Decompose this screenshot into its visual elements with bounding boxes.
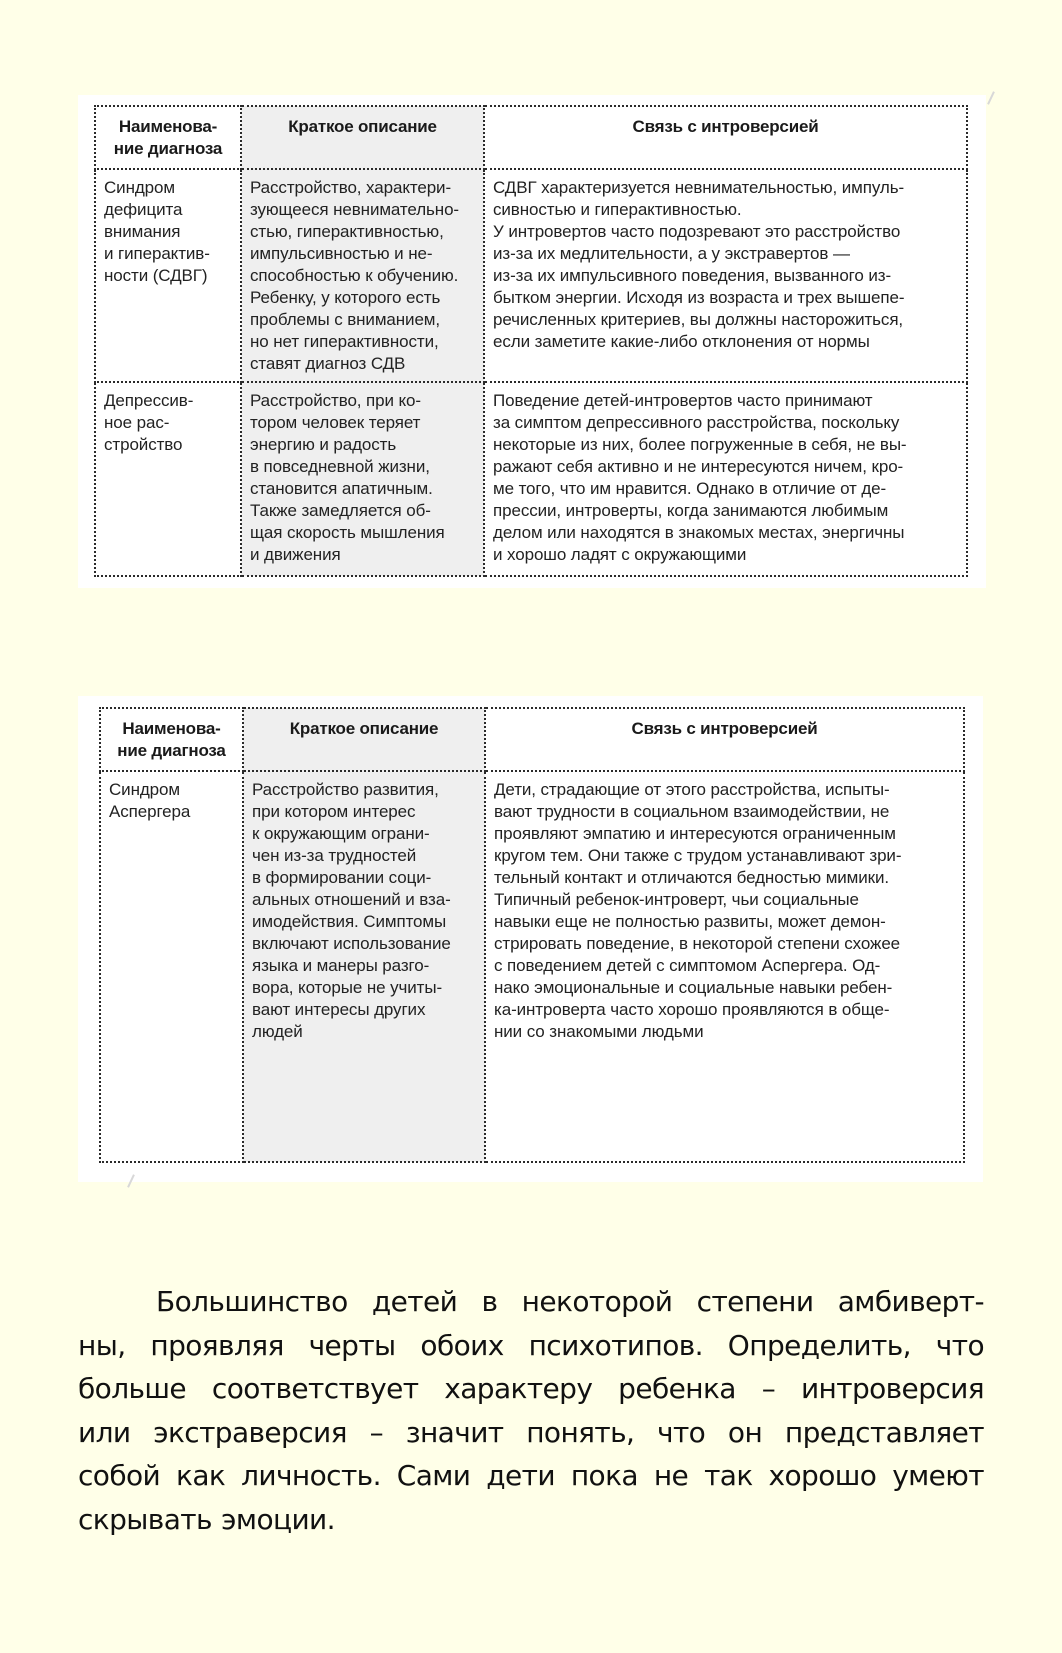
cell-text-line: Синдром	[109, 780, 180, 799]
cell-introversion-relation	[485, 771, 964, 1162]
cell-text-line: вают трудности в социальном взаимодействии, не	[494, 802, 890, 821]
cell-text-line: Аспергера	[109, 802, 191, 821]
table-header-row	[95, 106, 967, 169]
cell-text-line: и хорошо ладят с окружающими	[493, 545, 747, 564]
cell-text-line: Краткое описание	[288, 117, 437, 136]
table-row	[95, 382, 967, 576]
table-panel-2	[78, 696, 983, 1182]
header-short-description	[243, 708, 485, 771]
cell-text-line: бытком энергии. Исходя из возраста и трех вышепе-	[493, 288, 905, 307]
cell-text-line: к окружающим ограни-	[252, 824, 430, 843]
cell-diagnosis-name	[100, 771, 243, 1162]
cell-text-line: но нет гиперактивности,	[250, 332, 439, 351]
cell-text-line: вора, которые не учиты-	[252, 978, 443, 997]
cell-text-line: СДВГ характеризуется невнимательностью, импуль-	[493, 178, 905, 197]
cell-text-line: ности (СДВГ)	[104, 266, 208, 285]
paragraph-line: скрывать эмоции.	[78, 1502, 335, 1536]
scan-artifact	[987, 91, 995, 105]
cell-text-line: языка и манеры разго-	[252, 956, 430, 975]
cell-text-line: прессии, интроверты, когда занимаются любимым	[493, 501, 889, 520]
cell-text-line: в повседневной жизни,	[250, 457, 430, 476]
cell-introversion-relation	[484, 382, 967, 576]
cell-text-line: и гиперактив-	[104, 244, 210, 263]
cell-text-line: тельный контакт и отличаются бедностью мимики.	[494, 868, 890, 887]
diagnosis-table-2	[99, 707, 965, 1163]
cell-text-line: включают использование	[252, 934, 451, 953]
cell-text-line: стью, гиперактивностью,	[250, 222, 444, 241]
cell-text-line: при котором интерес	[252, 802, 416, 821]
cell-text-line: дефицита	[104, 200, 183, 219]
cell-text-line: вают интересы других	[252, 1000, 426, 1019]
header-introversion-relation	[485, 708, 964, 771]
paragraph-line: ны, проявляя черты обоих психотипов. Определить, что	[78, 1328, 984, 1362]
cell-diagnosis-name	[95, 169, 241, 382]
cell-text-line: Наименова-	[118, 117, 218, 136]
cell-text-line: внимания	[104, 222, 181, 241]
cell-text-line: Также замедляется об-	[250, 501, 431, 520]
table-panel-1	[78, 95, 986, 588]
header-diagnosis-name	[100, 708, 243, 771]
cell-text-line: становится апатичным.	[250, 479, 433, 498]
cell-text-line: чен из-за трудностей	[252, 846, 417, 865]
header-diagnosis-name	[95, 106, 241, 169]
cell-text-line: ражают себя активно и не интересуются ничем, кро-	[493, 457, 904, 476]
cell-text-line: Расстройство развития,	[252, 780, 439, 799]
cell-diagnosis-name	[95, 382, 241, 576]
paragraph-line: или экстраверсия – значит понять, что он представляет	[78, 1415, 984, 1449]
cell-text-line: зующееся невнимательно-	[250, 200, 459, 219]
cell-text-line: из-за их медлительности, а у экстравертов —	[493, 244, 850, 263]
paragraph-line: больше соответствует характеру ребенка – интроверсия	[78, 1372, 984, 1405]
cell-text-line: если заметите какие-либо отклонения от нормы	[493, 332, 870, 351]
cell-text-line: Ребенку, у которого есть	[250, 288, 441, 307]
cell-text-line: делом или находятся в знакомых местах, энергичны	[493, 523, 905, 542]
cell-description	[241, 169, 484, 382]
cell-text-line: за симптом депрессивного расстройства, поскольку	[493, 413, 900, 432]
header-short-description	[241, 106, 484, 169]
cell-text-line: Связь с интроверсией	[632, 117, 819, 136]
cell-text-line: ка-интроверта часто хорошо проявляются в обще-	[494, 1000, 890, 1019]
cell-text-line: Типичный ребенок-интроверт, чьи социальные	[494, 890, 859, 909]
cell-text-line: проявляют эмпатию и интересуются ограниченным	[494, 824, 896, 843]
cell-text-line: ние диагноза	[117, 741, 226, 760]
cell-text-line: щая скорость мышления	[250, 523, 445, 542]
cell-text-line: проблемы с вниманием,	[250, 310, 441, 329]
cell-text-line: альных отношений и вза-	[252, 890, 451, 909]
table-header-row	[100, 708, 964, 771]
diagnosis-table-1	[94, 105, 968, 577]
cell-text-line: Расстройство, характери-	[250, 178, 452, 197]
cell-text-line: У интровертов часто подозревают это расстройство	[493, 222, 901, 241]
cell-text-line: навыки еще не полностью развиты, может демон-	[494, 912, 886, 931]
cell-text-line: Краткое описание	[289, 719, 439, 738]
cell-text-line: Депрессив-	[104, 391, 194, 410]
cell-text-line: людей	[252, 1022, 303, 1041]
cell-text-line: кругом тем. Они также с трудом устанавливают зри-	[494, 846, 902, 865]
cell-text-line: Связь с интроверсией	[631, 719, 818, 738]
cell-text-line: Синдром	[104, 178, 175, 197]
cell-text-line: способностью к обучению.	[250, 266, 459, 285]
cell-text-line: нако эмоциональные и социальные навыки ребен-	[494, 978, 893, 997]
cell-description	[241, 382, 484, 576]
cell-text-line: энергию и радость	[250, 435, 397, 454]
cell-text-line: Дети, страдающие от этого расстройства, испыты-	[494, 780, 890, 799]
header-introversion-relation	[484, 106, 967, 169]
cell-description	[243, 771, 485, 1162]
cell-text-line: ние диагноза	[113, 139, 223, 158]
cell-text-line: тором человек теряет	[250, 413, 421, 432]
cell-text-line: ставят диагноз СДВ	[250, 354, 406, 373]
cell-text-line: Расстройство, при ко-	[250, 391, 421, 410]
table-row	[100, 771, 964, 1162]
cell-text-line: стройство	[104, 435, 183, 454]
cell-text-line: с поведением детей с симптомом Аспергера. Од-	[494, 956, 881, 975]
cell-text-line: ме того, что им нравится. Однако в отличие от де-	[493, 479, 887, 498]
cell-text-line: некоторые из них, более погруженные в себя, не вы-	[493, 435, 907, 454]
scan-artifact	[127, 1174, 135, 1188]
cell-text-line: в формировании соци-	[252, 868, 432, 887]
cell-text-line: сивностью и гиперактивностью.	[493, 200, 742, 219]
cell-text-line: и движения	[250, 545, 341, 564]
body-paragraph	[78, 1280, 984, 1541]
cell-text-line: ное рас-	[104, 413, 170, 432]
cell-text-line: нии со знакомыми людьми	[494, 1022, 704, 1041]
cell-text-line: речисленных критериев, вы должны насторожиться,	[493, 310, 904, 329]
paragraph-line: собой как личность. Сами дети пока не так хорошо умеют	[78, 1459, 984, 1492]
cell-introversion-relation	[484, 169, 967, 382]
cell-text-line: Поведение детей-интровертов часто принимают	[493, 391, 873, 410]
cell-text-line: Наименова-	[122, 719, 221, 738]
cell-text-line: имодействия. Симптомы	[252, 912, 447, 931]
cell-text-line: из-за их импульсивного поведения, вызванного из-	[493, 266, 892, 285]
cell-text-line: стрировать поведение, в некоторой степени схожее	[494, 934, 901, 953]
table-row	[95, 169, 967, 382]
paragraph-line: Большинство детей в некоторой степени амбиверт-	[156, 1285, 984, 1318]
cell-text-line: импульсивностью и не-	[250, 244, 433, 263]
